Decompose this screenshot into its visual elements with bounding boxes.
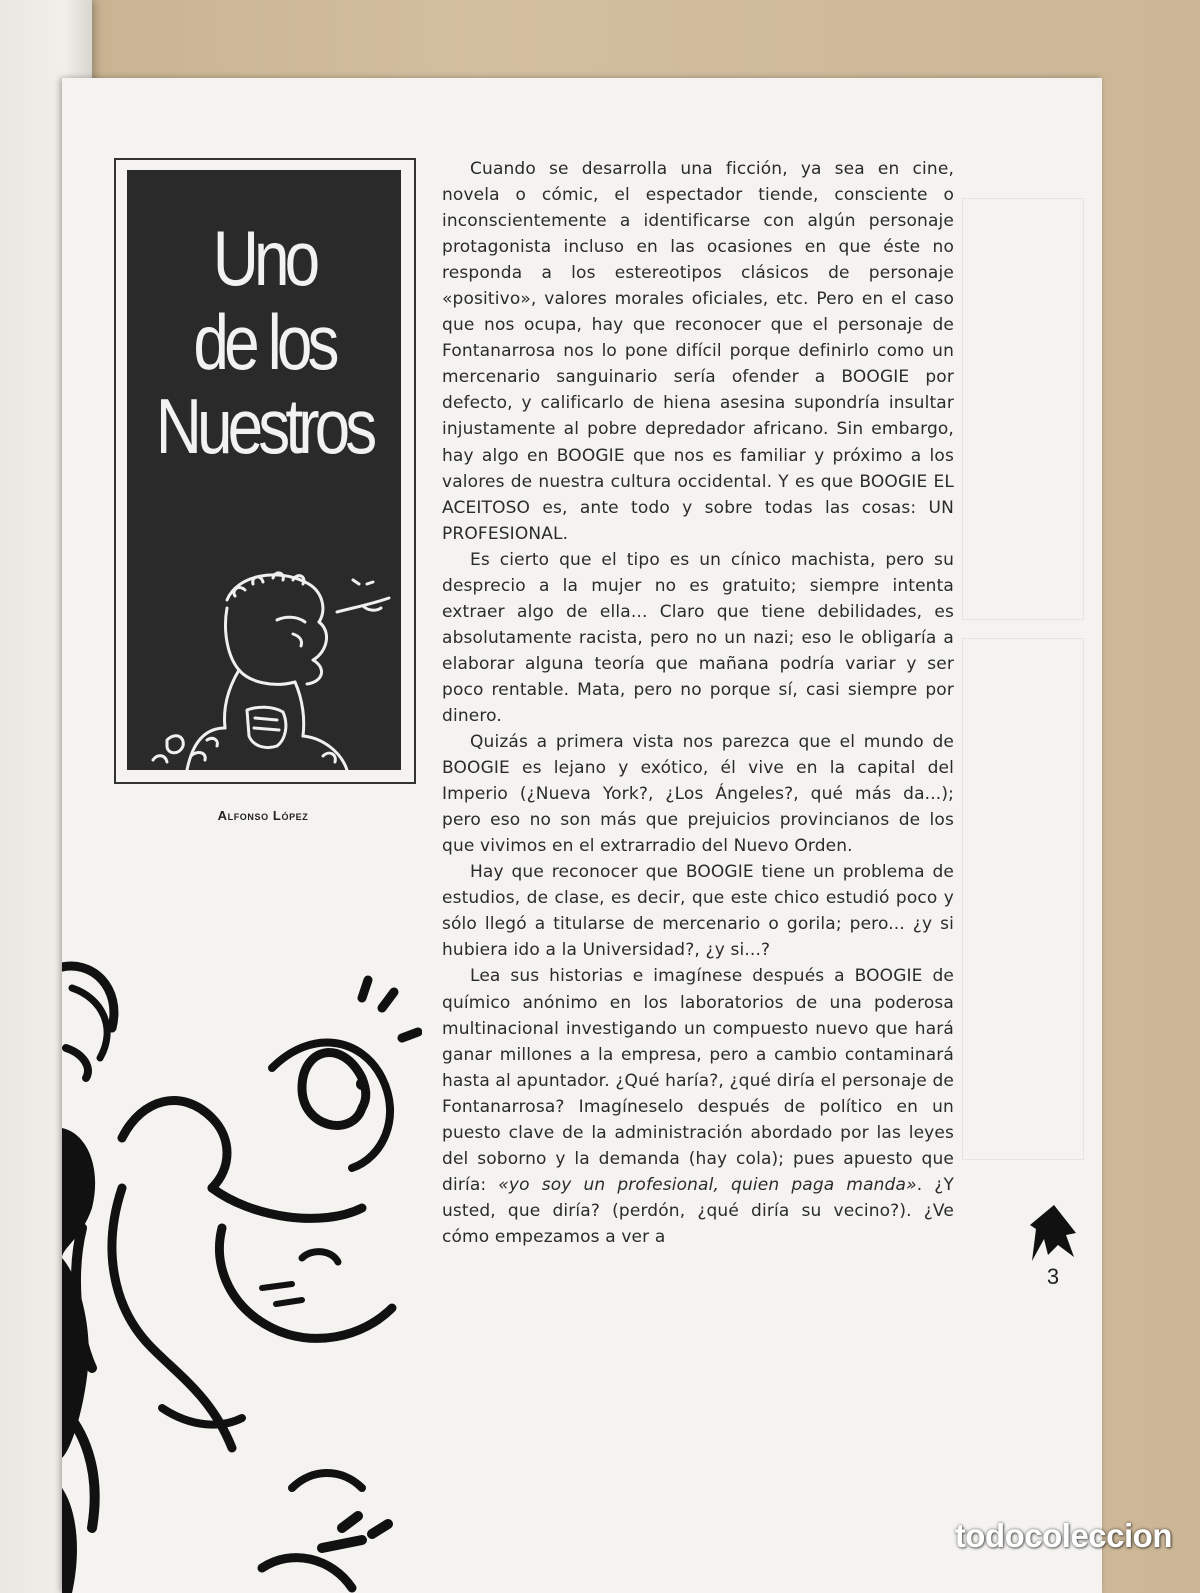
article-paragraph: Cuando se desarrolla una ficción, ya sea en cine, novela o cómic, el espectador tiende, consciente o inconscientemente a identificarse con algún personaje protagonista incluso en las ocasiones en que éste no responda a los estereotipos clásicos de personaje «positivo», valores morales oficiales, etc. Pero en el caso que nos ocupa, hay que reconocer que el personaje de Fontanarrosa nos lo pone difícil porque definirlo como un mercenario sanguinario sería ofender a BOOGIE por defecto, y calificarlo de hiena asesina supondría insultar injustamente al pobre depredador africano. Sin embargo, hay algo en BOOGIE que nos es familiar y próximo a los valores de nuestra cultura occidental. Y es que BOOGIE EL ACEITOSO es, ante todo y sobre todas las cosas: UN PROFESIONAL. [442, 159, 954, 544]
watermark-logo: todocoleccion [954, 1517, 1172, 1554]
title-box [114, 158, 416, 784]
italic-quote: «yo soy un profesional, quien paga manda» [498, 1174, 917, 1195]
article-body [442, 156, 954, 1250]
article-paragraph: Hay que reconocer que BOOGIE tiene un problema de estudios, de clase, es decir, que este chico estudió poco y sólo llegó a titularse de mercenario o gorila; pero... ¿y si hubiera ido a la Universidad?, ¿y si...? [442, 862, 954, 961]
article-paragraph: Es cierto que el tipo es un cínico machista, pero su desprecio a la mujer no es gratuito; siempre intenta extraer algo de ella... Claro que tiene debilidades, es absolutamente racista, pero no un nazi; eso le obligaría a elaborar alguna teoría que mañana podría variar y ser poco rentable. Mata, pero no porque sí, casi siempre por dinero. [442, 549, 954, 726]
article-title [152, 216, 377, 468]
title-line-2: de los [193, 298, 335, 386]
paragraph-text: . ¿Y usted, que diría? (perdón, ¿qué diría su vecino?). ¿Ve cómo empezamos a ver a [442, 1174, 954, 1247]
title-panel [127, 170, 401, 770]
page-number: 3 [1046, 1264, 1060, 1289]
boogie-portrait-illustration [127, 560, 401, 770]
page-arrow-icon [1028, 1203, 1080, 1263]
paragraph-text: Lea sus historias e imagínese después a BOOGIE de químico anónimo en los laboratorios de una poderosa multinacional investigando un compuesto nuevo que hará ganar millones a la empresa, pero a cambio contaminará hasta al apuntador. ¿Qué haría?, ¿qué diría el personaje de Fontanarrosa? Imagíneselo después de político en un puesto clave de la administración abordado por las leyes del soborno y la demanda (hay cola); pues apuesto que diría: [442, 966, 955, 1195]
magazine-page [62, 78, 1102, 1593]
article-paragraph [442, 963, 954, 1250]
title-line-1: Uno [212, 214, 316, 302]
bleed-through-frame [962, 198, 1084, 620]
bleed-through-frame [962, 638, 1084, 1160]
title-line-3: Nuestros [155, 382, 373, 470]
article-paragraph: Quizás a primera vista nos parezca que el mundo de BOOGIE es lejano y exótico, él vive en la capital del Imperio (¿Nueva York?, ¿Los Ángeles?, qué más da...); pero eso no son más que prejuicios provincianos de los que vivimos en el extrarradio del Nuevo Orden. [442, 732, 954, 857]
author-byline: Alfonso López [217, 808, 309, 823]
comic-character-illustration [62, 928, 422, 1593]
